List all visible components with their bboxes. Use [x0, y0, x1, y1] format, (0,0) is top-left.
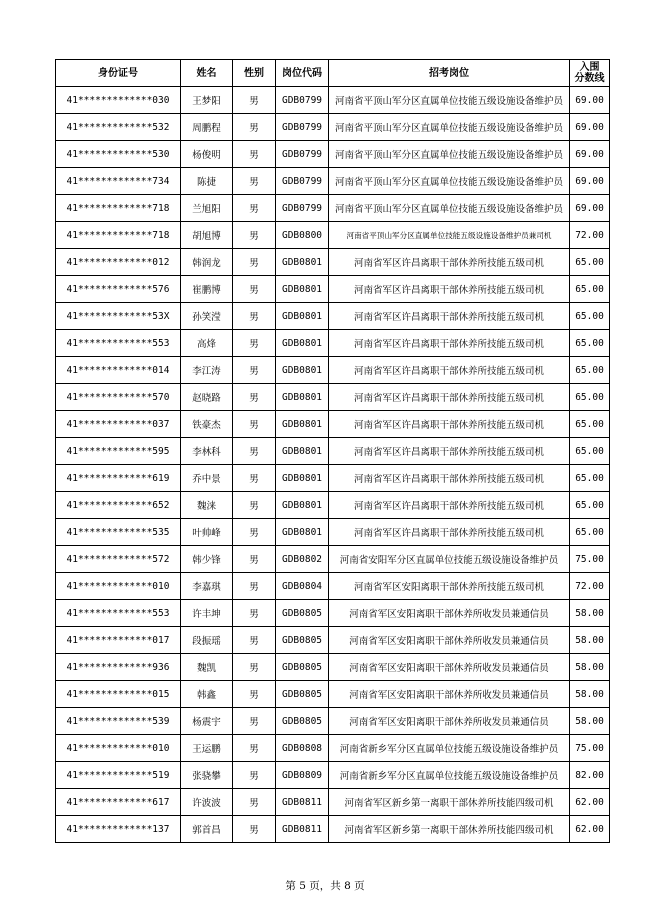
position-code-cell: GDB0801 — [276, 384, 329, 411]
position-title-cell: 河南省军区许昌离职干部休养所技能五级司机 — [329, 492, 570, 519]
table-row — [56, 654, 610, 681]
position-code-cell: GDB0799 — [276, 141, 329, 168]
score-cell: 62.00 — [570, 789, 610, 816]
name-cell: 郭首昌 — [181, 816, 233, 843]
gender-cell: 男 — [233, 627, 276, 654]
position-code-cell: GDB0801 — [276, 303, 329, 330]
position-code-cell: GDB0799 — [276, 168, 329, 195]
table-row — [56, 141, 610, 168]
id-cell: 41*************570 — [56, 384, 181, 411]
page-number: 第 5 页，共 8 页 — [285, 880, 365, 892]
position-title-cell: 河南省新乡军分区直属单位技能五级设施设备维护员 — [329, 735, 570, 762]
name-cell: 铁豪杰 — [181, 411, 233, 438]
id-cell: 41*************936 — [56, 654, 181, 681]
header-name: 姓名 — [181, 60, 233, 87]
position-code-cell: GDB0804 — [276, 573, 329, 600]
position-code-cell: GDB0801 — [276, 249, 329, 276]
table-row — [56, 681, 610, 708]
id-cell: 41*************030 — [56, 87, 181, 114]
id-cell: 41*************53X — [56, 303, 181, 330]
score-cell: 65.00 — [570, 249, 610, 276]
name-cell: 兰旭阳 — [181, 195, 233, 222]
position-title-cell: 河南省平顶山军分区直属单位技能五级设施设备维护员 — [329, 114, 570, 141]
position-title-cell: 河南省军区许昌离职干部休养所技能五级司机 — [329, 411, 570, 438]
position-title-cell: 河南省军区许昌离职干部休养所技能五级司机 — [329, 276, 570, 303]
position-code-cell: GDB0802 — [276, 546, 329, 573]
name-cell: 赵晓路 — [181, 384, 233, 411]
position-title-cell: 河南省军区安阳离职干部休养所收发员兼通信员 — [329, 627, 570, 654]
gender-cell: 男 — [233, 735, 276, 762]
id-cell: 41*************619 — [56, 465, 181, 492]
name-cell: 杨震宇 — [181, 708, 233, 735]
header-post: 招考岗位 — [329, 60, 570, 87]
id-cell: 41*************617 — [56, 789, 181, 816]
gender-cell: 男 — [233, 114, 276, 141]
score-cell: 65.00 — [570, 519, 610, 546]
score-cell: 69.00 — [570, 114, 610, 141]
table-row — [56, 411, 610, 438]
header-row — [56, 60, 610, 87]
id-cell: 41*************010 — [56, 573, 181, 600]
header-id: 身份证号 — [56, 60, 181, 87]
position-code-cell: GDB0801 — [276, 276, 329, 303]
header-code: 岗位代码 — [276, 60, 329, 87]
gender-cell: 男 — [233, 816, 276, 843]
id-cell: 41*************535 — [56, 519, 181, 546]
table-row — [56, 708, 610, 735]
id-cell: 41*************010 — [56, 735, 181, 762]
table-row — [56, 735, 610, 762]
table-row — [56, 249, 610, 276]
position-code-cell: GDB0801 — [276, 492, 329, 519]
score-cell: 82.00 — [570, 762, 610, 789]
gender-cell: 男 — [233, 762, 276, 789]
name-cell: 许丰坤 — [181, 600, 233, 627]
gender-cell: 男 — [233, 276, 276, 303]
position-title-cell: 河南省军区安阳离职干部休养所收发员兼通信员 — [329, 654, 570, 681]
score-cell: 69.00 — [570, 87, 610, 114]
score-cell: 58.00 — [570, 654, 610, 681]
table-row — [56, 492, 610, 519]
score-cell: 65.00 — [570, 276, 610, 303]
position-code-cell: GDB0801 — [276, 519, 329, 546]
score-cell: 62.00 — [570, 816, 610, 843]
table-row — [56, 546, 610, 573]
gender-cell: 男 — [233, 195, 276, 222]
gender-cell: 男 — [233, 654, 276, 681]
position-code-cell: GDB0808 — [276, 735, 329, 762]
score-cell: 65.00 — [570, 330, 610, 357]
score-cell: 69.00 — [570, 141, 610, 168]
position-code-cell: GDB0801 — [276, 465, 329, 492]
table-row — [56, 114, 610, 141]
name-cell: 王运鹏 — [181, 735, 233, 762]
score-cell: 65.00 — [570, 492, 610, 519]
position-code-cell: GDB0805 — [276, 681, 329, 708]
gender-cell: 男 — [233, 546, 276, 573]
gender-cell: 男 — [233, 87, 276, 114]
name-cell: 乔中景 — [181, 465, 233, 492]
score-cell: 75.00 — [570, 735, 610, 762]
id-cell: 41*************539 — [56, 708, 181, 735]
name-cell: 韩润龙 — [181, 249, 233, 276]
score-cell: 69.00 — [570, 168, 610, 195]
id-cell: 41*************519 — [56, 762, 181, 789]
table-row — [56, 465, 610, 492]
id-cell: 41*************553 — [56, 600, 181, 627]
position-code-cell: GDB0799 — [276, 87, 329, 114]
position-title-cell: 河南省军区许昌离职干部休养所技能五级司机 — [329, 330, 570, 357]
id-cell: 41*************037 — [56, 411, 181, 438]
header-score — [570, 60, 610, 87]
table-row — [56, 762, 610, 789]
gender-cell: 男 — [233, 384, 276, 411]
name-cell: 崔鹏博 — [181, 276, 233, 303]
position-code-cell: GDB0801 — [276, 411, 329, 438]
position-title-cell: 河南省军区许昌离职干部休养所技能五级司机 — [329, 519, 570, 546]
position-code-cell: GDB0811 — [276, 816, 329, 843]
score-cell: 58.00 — [570, 627, 610, 654]
score-cell: 65.00 — [570, 303, 610, 330]
position-title-cell: 河南省平顶山军分区直属单位技能五级设施设备维护员 — [329, 168, 570, 195]
id-cell: 41*************532 — [56, 114, 181, 141]
position-title-cell: 河南省军区安阳离职干部休养所收发员兼通信员 — [329, 681, 570, 708]
results-table — [55, 59, 610, 843]
header-score-line1: 入围 — [579, 62, 600, 73]
gender-cell: 男 — [233, 573, 276, 600]
name-cell: 许波波 — [181, 789, 233, 816]
id-cell: 41*************718 — [56, 195, 181, 222]
table-row — [56, 573, 610, 600]
position-title-cell: 河南省军区新乡第一离职干部休养所技能四级司机 — [329, 816, 570, 843]
gender-cell: 男 — [233, 438, 276, 465]
score-cell: 69.00 — [570, 195, 610, 222]
score-cell: 65.00 — [570, 384, 610, 411]
position-title-cell: 河南省军区许昌离职干部休养所技能五级司机 — [329, 249, 570, 276]
gender-cell: 男 — [233, 492, 276, 519]
table-row — [56, 330, 610, 357]
id-cell: 41*************553 — [56, 330, 181, 357]
table-row — [56, 384, 610, 411]
score-cell: 75.00 — [570, 546, 610, 573]
table-row — [56, 195, 610, 222]
name-cell: 魏凯 — [181, 654, 233, 681]
table-row — [56, 438, 610, 465]
position-title-cell: 河南省军区新乡第一离职干部休养所技能四级司机 — [329, 789, 570, 816]
position-title-cell: 河南省平顶山军分区直属单位技能五级设施设备维护员 — [329, 87, 570, 114]
gender-cell: 男 — [233, 519, 276, 546]
position-title-cell: 河南省平顶山军分区直属单位技能五级设施设备维护员 — [329, 195, 570, 222]
id-cell: 41*************718 — [56, 222, 181, 249]
position-code-cell: GDB0805 — [276, 600, 329, 627]
gender-cell: 男 — [233, 708, 276, 735]
table-body — [56, 87, 610, 843]
name-cell: 周鹏程 — [181, 114, 233, 141]
score-cell: 65.00 — [570, 465, 610, 492]
table-row — [56, 303, 610, 330]
table-row — [56, 87, 610, 114]
table-row — [56, 627, 610, 654]
position-title-cell: 河南省新乡军分区直属单位技能五级设施设备维护员 — [329, 762, 570, 789]
table-row — [56, 789, 610, 816]
name-cell: 叶帅峰 — [181, 519, 233, 546]
position-code-cell: GDB0799 — [276, 114, 329, 141]
id-cell: 41*************572 — [56, 546, 181, 573]
score-cell: 65.00 — [570, 438, 610, 465]
name-cell: 段振瑶 — [181, 627, 233, 654]
position-code-cell: GDB0801 — [276, 330, 329, 357]
table-row — [56, 600, 610, 627]
position-title-cell: 河南省军区许昌离职干部休养所技能五级司机 — [329, 465, 570, 492]
id-cell: 41*************137 — [56, 816, 181, 843]
name-cell: 胡旭博 — [181, 222, 233, 249]
position-title-cell: 河南省平顶山军分区直属单位技能五级设施设备维护员 — [329, 141, 570, 168]
name-cell: 李江涛 — [181, 357, 233, 384]
table-row — [56, 816, 610, 843]
gender-cell: 男 — [233, 141, 276, 168]
gender-cell: 男 — [233, 168, 276, 195]
position-code-cell: GDB0801 — [276, 357, 329, 384]
position-code-cell: GDB0805 — [276, 654, 329, 681]
id-cell: 41*************015 — [56, 681, 181, 708]
id-cell: 41*************576 — [56, 276, 181, 303]
gender-cell: 男 — [233, 222, 276, 249]
gender-cell: 男 — [233, 600, 276, 627]
position-title-cell: 河南省平顶山军分区直属单位技能五级设施设备维护员兼司机 — [329, 222, 570, 249]
score-cell: 58.00 — [570, 681, 610, 708]
table-row — [56, 222, 610, 249]
position-title-cell: 河南省军区安阳离职干部休养所技能五级司机 — [329, 573, 570, 600]
position-title-cell: 河南省安阳军分区直属单位技能五级设施设备维护员 — [329, 546, 570, 573]
id-cell: 41*************595 — [56, 438, 181, 465]
name-cell: 李嘉琪 — [181, 573, 233, 600]
score-cell: 58.00 — [570, 708, 610, 735]
name-cell: 陈捷 — [181, 168, 233, 195]
table-row — [56, 357, 610, 384]
header-score-line2: 分数线 — [574, 73, 605, 84]
name-cell: 王梦阳 — [181, 87, 233, 114]
position-title-cell: 河南省军区许昌离职干部休养所技能五级司机 — [329, 303, 570, 330]
position-title-cell: 河南省军区安阳离职干部休养所收发员兼通信员 — [329, 600, 570, 627]
gender-cell: 男 — [233, 789, 276, 816]
id-cell: 41*************530 — [56, 141, 181, 168]
gender-cell: 男 — [233, 681, 276, 708]
score-cell: 65.00 — [570, 411, 610, 438]
gender-cell: 男 — [233, 249, 276, 276]
id-cell: 41*************014 — [56, 357, 181, 384]
header-gender: 性别 — [233, 60, 276, 87]
id-cell: 41*************012 — [56, 249, 181, 276]
id-cell: 41*************017 — [56, 627, 181, 654]
position-title-cell: 河南省军区许昌离职干部休养所技能五级司机 — [329, 384, 570, 411]
table-row — [56, 276, 610, 303]
score-cell: 58.00 — [570, 600, 610, 627]
id-cell: 41*************734 — [56, 168, 181, 195]
score-cell: 72.00 — [570, 573, 610, 600]
name-cell: 韩少锋 — [181, 546, 233, 573]
name-cell: 韩鑫 — [181, 681, 233, 708]
gender-cell: 男 — [233, 411, 276, 438]
position-code-cell: GDB0801 — [276, 438, 329, 465]
position-title-cell: 河南省军区安阳离职干部休养所收发员兼通信员 — [329, 708, 570, 735]
position-code-cell: GDB0811 — [276, 789, 329, 816]
gender-cell: 男 — [233, 465, 276, 492]
gender-cell: 男 — [233, 330, 276, 357]
gender-cell: 男 — [233, 303, 276, 330]
position-title-cell: 河南省军区许昌离职干部休养所技能五级司机 — [329, 438, 570, 465]
table-row — [56, 168, 610, 195]
position-code-cell: GDB0809 — [276, 762, 329, 789]
position-code-cell: GDB0805 — [276, 627, 329, 654]
name-cell: 孙笑滢 — [181, 303, 233, 330]
name-cell: 高烽 — [181, 330, 233, 357]
position-code-cell: GDB0799 — [276, 195, 329, 222]
position-title-cell: 河南省军区许昌离职干部休养所技能五级司机 — [329, 357, 570, 384]
name-cell: 张骁攀 — [181, 762, 233, 789]
score-cell: 72.00 — [570, 222, 610, 249]
name-cell: 魏涞 — [181, 492, 233, 519]
position-code-cell: GDB0800 — [276, 222, 329, 249]
table-row — [56, 519, 610, 546]
score-cell: 65.00 — [570, 357, 610, 384]
id-cell: 41*************652 — [56, 492, 181, 519]
name-cell: 李林科 — [181, 438, 233, 465]
name-cell: 杨俊明 — [181, 141, 233, 168]
position-code-cell: GDB0805 — [276, 708, 329, 735]
gender-cell: 男 — [233, 357, 276, 384]
